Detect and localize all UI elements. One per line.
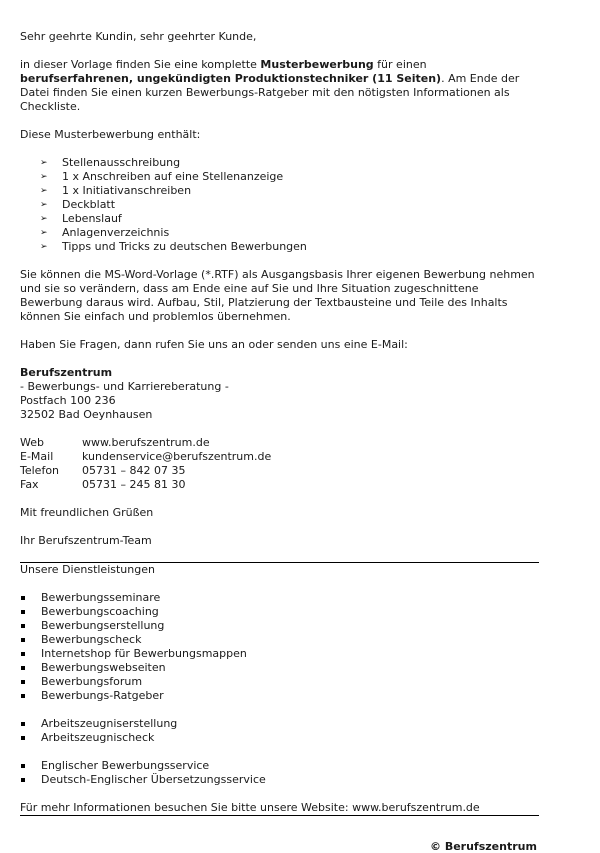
footer-text: Für mehr Informationen besuchen Sie bitte unsere Website: www.berufszentrum.de bbox=[20, 801, 480, 814]
intro-paragraph: in dieser Vorlage finden Sie eine komplette Musterbewerbung für einen berufserfahrenen, ungekündigten Produktionstechniker (11 Seiten). Am Ende der Datei finden Sie einen kurzen Bewerbungs-Ratgeber mit den nötigsten Informationen als Checkliste. bbox=[20, 58, 520, 113]
square-bullet-icon bbox=[21, 778, 25, 782]
services-list-english bbox=[20, 759, 540, 787]
arrow-bullet-icon: ➢ bbox=[40, 214, 48, 224]
contact-table bbox=[20, 436, 271, 492]
company-name: Berufszentrum bbox=[20, 366, 113, 379]
arrow-bullet-icon: ➢ bbox=[40, 200, 48, 210]
list-item: Bewerbungscoaching bbox=[20, 605, 540, 619]
services-list-certificates bbox=[20, 717, 540, 745]
square-bullet-icon bbox=[21, 638, 25, 642]
list-item: ➢ Stellenausschreibung bbox=[40, 156, 181, 169]
arrow-bullet-icon: ➢ bbox=[40, 186, 48, 196]
list-item: Bewerbungs-Ratgeber bbox=[20, 689, 540, 703]
square-bullet-icon bbox=[21, 666, 25, 670]
list-item: Bewerbungsforum bbox=[20, 675, 540, 689]
list-item: Internetshop für Bewerbungsmappen bbox=[20, 647, 540, 661]
square-bullet-icon bbox=[21, 624, 25, 628]
square-bullet-icon bbox=[21, 694, 25, 698]
contents-list bbox=[20, 156, 540, 254]
footer-divider bbox=[20, 815, 539, 816]
intro-bold-title: Musterbewerbung bbox=[260, 58, 374, 71]
contact-row-web: Web www.berufszentrum.de bbox=[20, 436, 271, 450]
list-item: Bewerbungscheck bbox=[20, 633, 540, 647]
phone-number: 05731 – 842 07 35 bbox=[82, 464, 186, 477]
contact-row-email: E-Mail kundenservice@berufszentrum.de bbox=[20, 450, 272, 463]
company-po-box: Postfach 100 236 bbox=[20, 394, 116, 407]
list-item: Arbeitszeugnischeck bbox=[20, 731, 540, 745]
list-item: Bewerbungsseminare bbox=[20, 591, 540, 605]
company-tagline: - Bewerbungs- und Karriereberatung - bbox=[20, 380, 229, 393]
intro-bold-position: berufserfahrenen, ungekündigten Produktionstechniker (11 Seiten) bbox=[20, 72, 442, 85]
fax-number: 05731 – 245 81 30 bbox=[82, 478, 186, 491]
arrow-bullet-icon: ➢ bbox=[40, 172, 48, 182]
contact-row-phone: Telefon 05731 – 842 07 35 bbox=[20, 464, 271, 478]
list-item: ➢ Anlagenverzeichnis bbox=[40, 226, 170, 239]
signature: Ihr Berufszentrum-Team bbox=[20, 534, 152, 547]
list-item: ➢ Lebenslauf bbox=[40, 212, 122, 225]
square-bullet-icon bbox=[21, 680, 25, 684]
list-item: Bewerbungserstellung bbox=[20, 619, 540, 633]
list-item: ➢ Deckblatt bbox=[40, 198, 116, 211]
square-bullet-icon bbox=[21, 722, 25, 726]
website-link[interactable]: www.berufszentrum.de bbox=[82, 436, 210, 449]
arrow-bullet-icon: ➢ bbox=[40, 158, 48, 168]
square-bullet-icon bbox=[21, 610, 25, 614]
list-item: Deutsch-Englischer Übersetzungsservice bbox=[20, 773, 540, 787]
list-item: Bewerbungswebseiten bbox=[20, 661, 540, 675]
copyright: © Berufszentrum bbox=[430, 840, 537, 853]
usage-paragraph: Sie können die MS-Word-Vorlage (*.RTF) als Ausgangsbasis Ihrer eigenen Bewerbung nehmen und sie so verändern, dass am Ende eine auf Sie und Ihre Situation zugeschnittene Bewerbung daraus wird. Aufbau, Stil, Platzierung der Textbausteine und Teile des Inhalts können Sie einfach und problemlos übernehmen. bbox=[20, 268, 535, 323]
company-city: 32502 Bad Oeynhausen bbox=[20, 408, 153, 421]
email-link[interactable]: kundenservice@berufszentrum.de bbox=[82, 450, 272, 463]
square-bullet-icon bbox=[21, 652, 25, 656]
questions-paragraph: Haben Sie Fragen, dann rufen Sie uns an oder senden uns eine E-Mail: bbox=[20, 338, 408, 351]
square-bullet-icon bbox=[21, 736, 25, 740]
services-heading: Unsere Dienstleistungen bbox=[20, 563, 155, 576]
contents-heading: Diese Musterbewerbung enthält: bbox=[20, 128, 201, 141]
list-item: ➢ 1 x Anschreiben auf eine Stellenanzeige bbox=[40, 170, 284, 183]
list-item: Arbeitszeugniserstellung bbox=[20, 717, 540, 731]
salutation: Sehr geehrte Kundin, sehr geehrter Kunde, bbox=[20, 30, 257, 43]
square-bullet-icon bbox=[21, 764, 25, 768]
closing: Mit freundlichen Grüßen bbox=[20, 506, 154, 519]
list-item: Englischer Bewerbungsservice bbox=[20, 759, 540, 773]
arrow-bullet-icon: ➢ bbox=[40, 242, 48, 252]
list-item: ➢ 1 x Initiativanschreiben bbox=[40, 184, 192, 197]
square-bullet-icon bbox=[21, 596, 25, 600]
contact-row-fax: Fax 05731 – 245 81 30 bbox=[20, 478, 271, 492]
list-item: ➢ Tipps und Tricks zu deutschen Bewerbungen bbox=[40, 240, 307, 253]
letter-page bbox=[20, 30, 540, 816]
services-list bbox=[20, 591, 540, 703]
arrow-bullet-icon: ➢ bbox=[40, 228, 48, 238]
